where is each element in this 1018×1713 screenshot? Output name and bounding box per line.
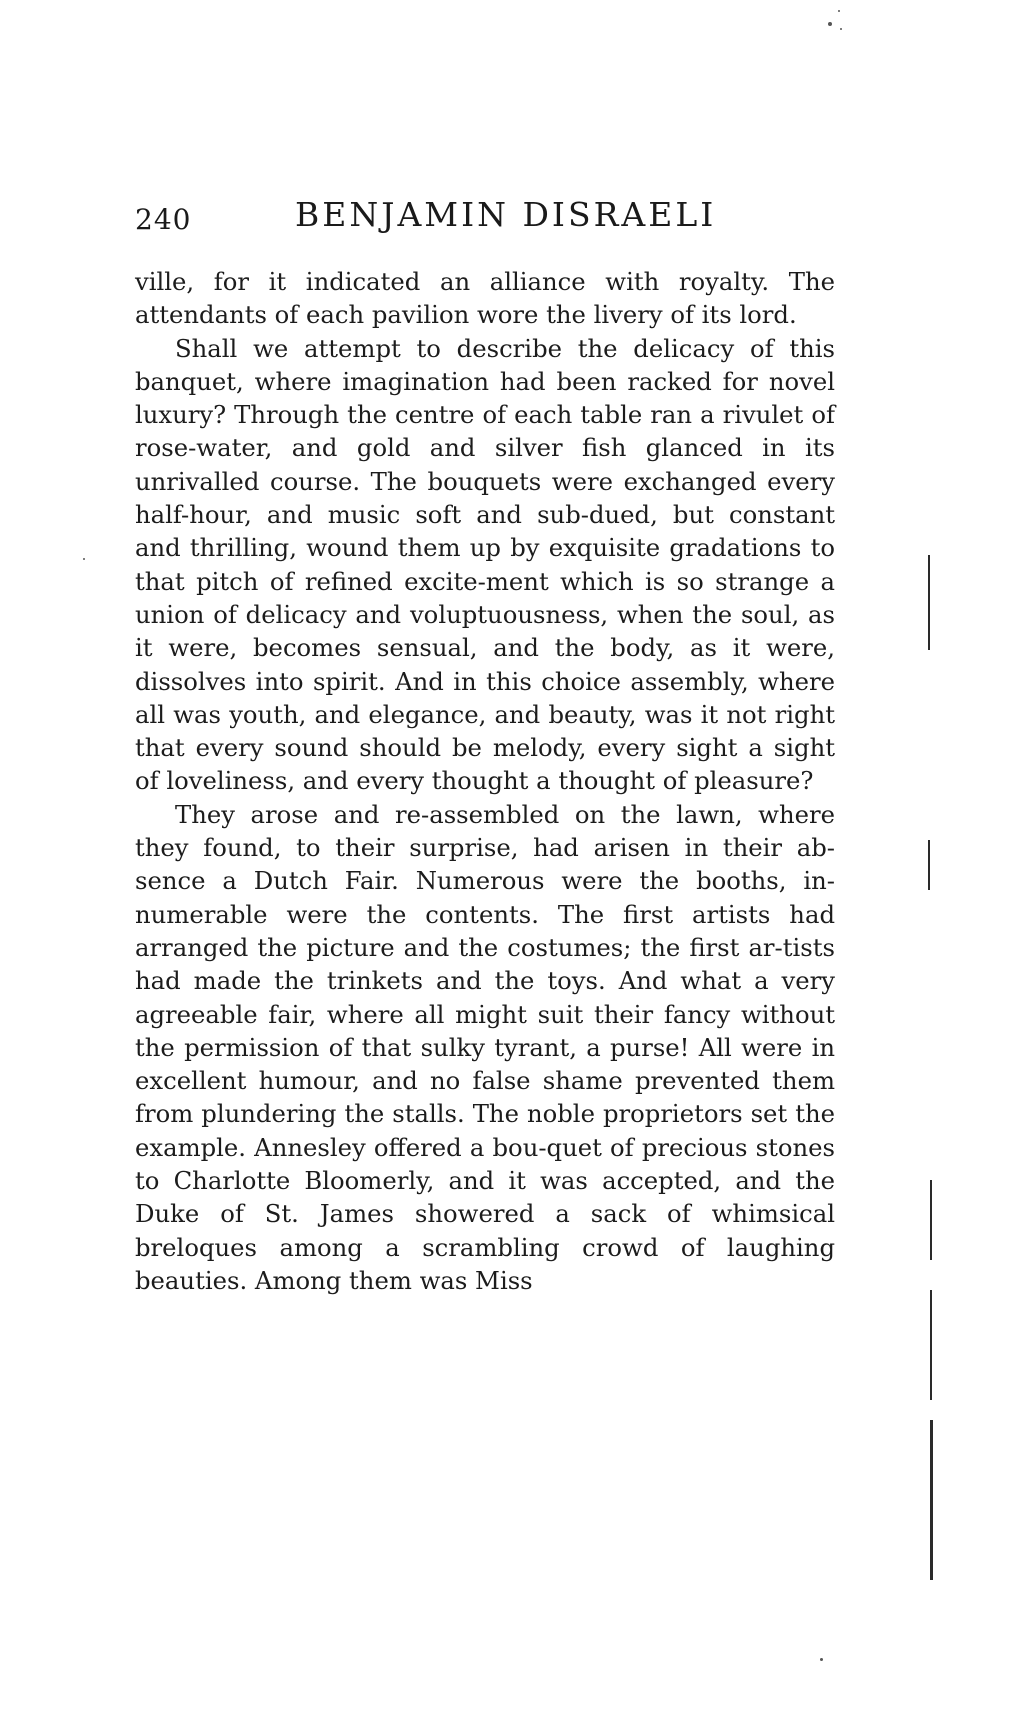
- scan-edge-mark: [930, 1420, 933, 1580]
- scan-edge-mark: [928, 840, 930, 890]
- dust-speck: [83, 558, 85, 560]
- paragraph-2: Shall we attempt to describe the delicacy of this banquet, where imagination had been racked for novel luxury? Through the centre of each table ran a rivulet of rose-water, and gold and silver fish glanced in its unrivalled course. The bouquets were exchanged every half-hour, and music soft and sub-dued, but constant and thrilling, wound them up by exquisite gradations to that pitch of refined excite-ment which is so strange a union of delicacy and voluptuousness, when the soul, as it were, becomes sensual, and the body, as it were, dissolves into spirit. And in this choice assembly, where all was youth, and elegance, and beauty, was it not right that every sound should be melody, every sight a sight of loveliness, and every thought a thought of pleasure?: [135, 333, 835, 796]
- paragraph-1: ville, for it indicated an alliance with royalty. The attendants of each pavilion wore the livery of its lord.: [135, 267, 835, 330]
- dust-speck: [840, 28, 842, 30]
- dust-speck: [828, 22, 832, 26]
- dust-speck: [838, 10, 840, 12]
- page-number: 240: [135, 203, 192, 236]
- scan-edge-mark: [930, 1180, 932, 1260]
- scan-edge-mark: [928, 555, 930, 650]
- running-head: BENJAMIN DISRAELI: [295, 195, 717, 234]
- body-text: [135, 265, 835, 1297]
- dust-speck: [820, 1658, 823, 1661]
- page-header: [135, 195, 835, 245]
- scan-edge-mark: [930, 1290, 932, 1400]
- paragraph-3: They arose and re-assembled on the lawn, where they found, to their surprise, had arisen in their ab-sence a Dutch Fair. Numerous were the booths, in-numerable were the contents. The first artists had arranged the picture and the costumes; the first ar-tists had made the trinkets and the toys. And what a very agreeable fair, where all might suit their fancy without the permission of that sulky tyrant, a purse! All were in excellent humour, and no false shame prevented them from plundering the stalls. The noble proprietors set the example. Annesley offered a bou-quet of precious stones to Charlotte Bloomerly, and it was accepted, and the Duke of St. James showered a sack of whimsical breloques among a scrambling crowd of laughing beauties. Among them was Miss: [135, 799, 835, 1295]
